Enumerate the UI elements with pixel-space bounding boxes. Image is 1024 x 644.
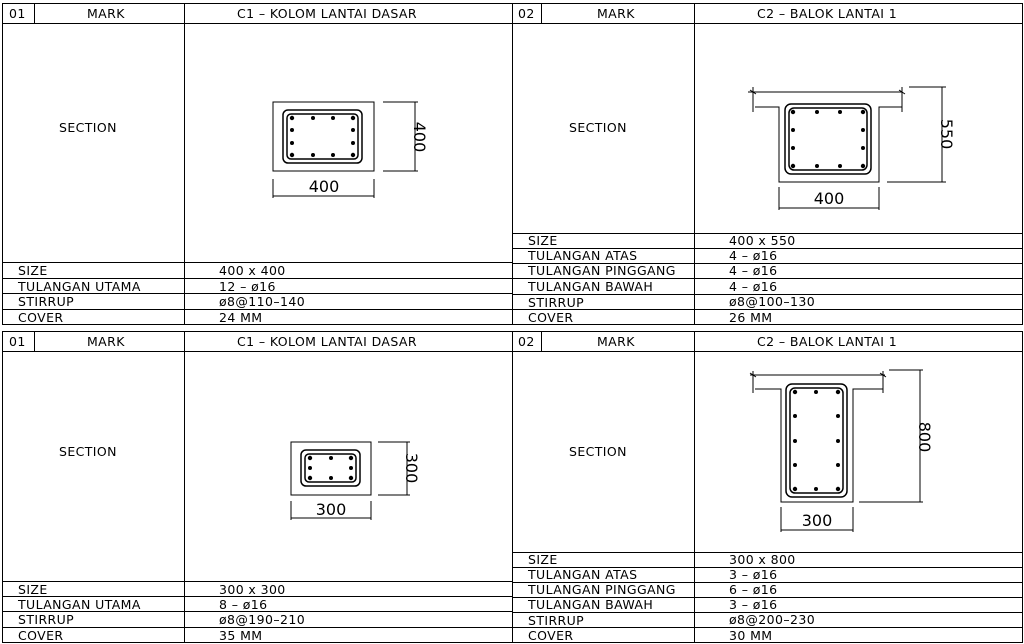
panel-number: 02 bbox=[518, 334, 535, 349]
prop-value: 26 MM bbox=[729, 310, 773, 325]
dim-height: 800 bbox=[915, 421, 934, 453]
prop-label: COVER bbox=[18, 628, 64, 643]
prop-label: TULANGAN PINGGANG bbox=[528, 582, 676, 597]
prop-label: TULANGAN BAWAH bbox=[528, 279, 654, 294]
prop-label: STIRRUP bbox=[18, 612, 75, 627]
prop-value: 6 – ø16 bbox=[729, 582, 778, 597]
prop-value: 8 – ø16 bbox=[219, 597, 268, 612]
section-label: SECTION bbox=[569, 120, 627, 135]
prop-value: 4 – ø16 bbox=[729, 263, 778, 278]
prop-value: 3 – ø16 bbox=[729, 597, 778, 612]
prop-value: 12 – ø16 bbox=[219, 279, 276, 294]
dim-width: 300 bbox=[315, 500, 347, 519]
prop-value: 300 x 300 bbox=[219, 582, 286, 597]
prop-label: TULANGAN UTAMA bbox=[18, 597, 141, 612]
prop-label: TULANGAN ATAS bbox=[528, 248, 638, 263]
prop-label: STIRRUP bbox=[18, 294, 75, 309]
dim-height: 300 bbox=[402, 452, 421, 484]
prop-label: COVER bbox=[528, 310, 574, 325]
prop-label: SIZE bbox=[18, 263, 48, 278]
prop-label: COVER bbox=[18, 310, 64, 325]
prop-value: 300 x 800 bbox=[729, 552, 796, 567]
prop-value: 30 MM bbox=[729, 628, 773, 643]
mark-label: MARK bbox=[87, 6, 125, 21]
prop-label: TULANGAN BAWAH bbox=[528, 597, 654, 612]
mark-value: C1 – KOLOM LANTAI DASAR bbox=[237, 334, 417, 349]
prop-value: ø8@110–140 bbox=[219, 294, 306, 309]
prop-label: SIZE bbox=[528, 552, 558, 567]
column-section-drawing bbox=[268, 99, 428, 209]
prop-label: TULANGAN PINGGANG bbox=[528, 263, 676, 278]
prop-label: SIZE bbox=[528, 233, 558, 248]
prop-value: 4 – ø16 bbox=[729, 248, 778, 263]
prop-value: 400 x 550 bbox=[729, 233, 796, 248]
section-label: SECTION bbox=[59, 444, 117, 459]
dim-height: 400 bbox=[410, 121, 429, 153]
schedule-panel-c2-bottom bbox=[512, 331, 1023, 643]
prop-label: STIRRUP bbox=[528, 613, 585, 628]
prop-label: TULANGAN UTAMA bbox=[18, 279, 141, 294]
panel-number: 01 bbox=[9, 334, 26, 349]
section-label: SECTION bbox=[569, 444, 627, 459]
prop-value: 4 – ø16 bbox=[729, 279, 778, 294]
prop-value: 24 MM bbox=[219, 310, 263, 325]
column-section-drawing bbox=[286, 437, 421, 527]
prop-label: COVER bbox=[528, 628, 574, 643]
prop-label: SIZE bbox=[18, 582, 48, 597]
schedule-panel-c1-bottom bbox=[2, 331, 513, 643]
dim-width: 300 bbox=[801, 511, 833, 530]
prop-value: 3 – ø16 bbox=[729, 567, 778, 582]
schedule-panel-c2-top bbox=[512, 3, 1023, 325]
mark-value: C1 – KOLOM LANTAI DASAR bbox=[237, 6, 417, 21]
dim-height: 550 bbox=[937, 118, 956, 150]
schedule-panel-c1-top bbox=[2, 3, 513, 325]
prop-label: TULANGAN ATAS bbox=[528, 567, 638, 582]
prop-value: ø8@200–230 bbox=[729, 612, 816, 627]
dim-width: 400 bbox=[308, 177, 340, 196]
prop-label: STIRRUP bbox=[528, 295, 585, 310]
prop-value: ø8@100–130 bbox=[729, 294, 816, 309]
mark-label: MARK bbox=[597, 334, 635, 349]
section-label: SECTION bbox=[59, 120, 117, 135]
beam-section-drawing bbox=[743, 82, 958, 217]
mark-label: MARK bbox=[87, 334, 125, 349]
panel-number: 01 bbox=[9, 6, 26, 21]
prop-value: 400 x 400 bbox=[219, 263, 286, 278]
panel-number: 02 bbox=[518, 6, 535, 21]
mark-label: MARK bbox=[597, 6, 635, 21]
beam-section-drawing bbox=[745, 367, 934, 539]
dim-width: 400 bbox=[813, 189, 845, 208]
mark-value: C2 – BALOK LANTAI 1 bbox=[757, 6, 898, 21]
mark-value: C2 – BALOK LANTAI 1 bbox=[757, 334, 898, 349]
prop-value: ø8@190–210 bbox=[219, 612, 306, 627]
prop-value: 35 MM bbox=[219, 628, 263, 643]
